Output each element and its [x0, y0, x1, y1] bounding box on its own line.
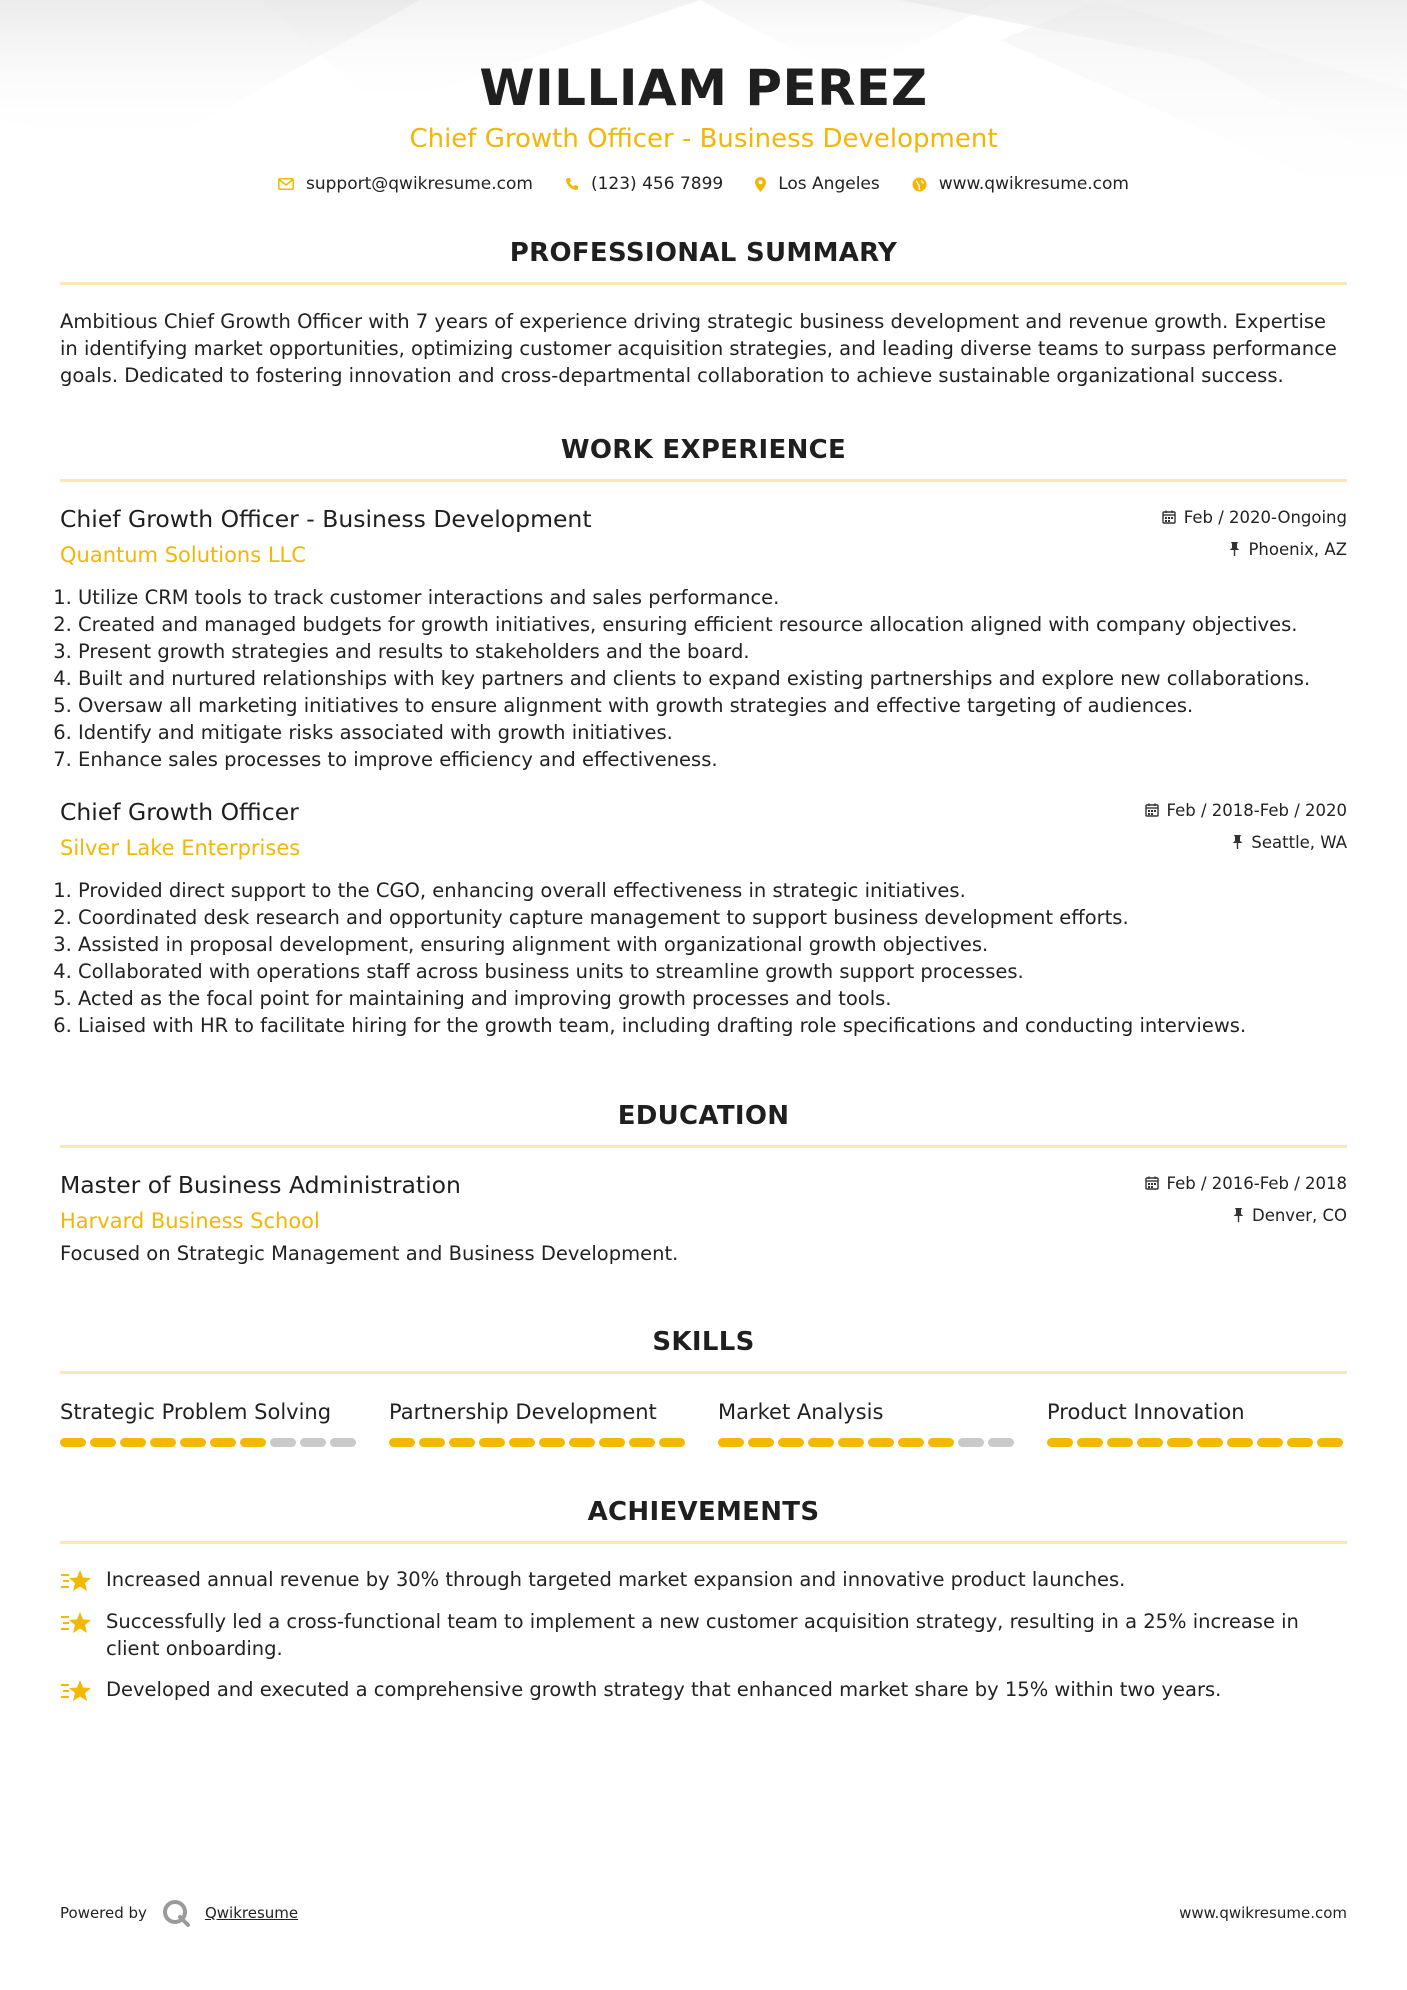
section-divider — [60, 1145, 1347, 1148]
education-heading: EDUCATION — [617, 1101, 790, 1131]
contact-bar — [60, 174, 1347, 194]
skill-dot-filled — [389, 1438, 415, 1447]
achievements-section — [60, 1497, 1347, 1704]
job-entry — [60, 797, 1347, 1039]
skill-dot-filled — [718, 1438, 744, 1447]
skill-item — [718, 1398, 1018, 1447]
skill-dot-filled — [539, 1438, 565, 1447]
section-divider — [60, 1371, 1347, 1374]
skill-dot-filled — [1287, 1438, 1313, 1447]
skill-dot-filled — [90, 1438, 116, 1447]
powered-by-label: Powered by — [60, 1904, 147, 1922]
envelope-icon — [278, 178, 294, 190]
contact-email[interactable] — [278, 174, 533, 194]
skill-name: Strategic Problem Solving — [60, 1400, 332, 1424]
skill-dot-filled — [748, 1438, 774, 1447]
skill-dot-filled — [210, 1438, 236, 1447]
skill-dot-filled — [419, 1438, 445, 1447]
job-title: Chief Growth Officer - Business Development — [60, 505, 592, 533]
skill-dot-filled — [1047, 1438, 1073, 1447]
job-dates: Feb / 2018-Feb / 2020 — [1166, 800, 1347, 820]
section-divider — [60, 479, 1347, 482]
calendar-icon — [1145, 1176, 1159, 1190]
job-entry — [60, 504, 1347, 773]
skill-dot-empty — [330, 1438, 356, 1447]
achievement-item — [60, 1566, 1347, 1594]
skill-item — [389, 1398, 689, 1447]
skill-dot-filled — [1107, 1438, 1133, 1447]
powered-by — [60, 1898, 298, 1928]
list-item: 7. Enhance sales processes to improve efficiency and effectiveness. — [78, 746, 1347, 773]
summary-section — [60, 238, 1347, 389]
education-location: Denver, CO — [1251, 1205, 1347, 1225]
location-pin-icon — [755, 177, 766, 192]
education-dates: Feb / 2016-Feb / 2018 — [1166, 1173, 1347, 1193]
skill-dot-filled — [808, 1438, 834, 1447]
star-icon — [60, 1568, 92, 1594]
skill-rating — [1047, 1438, 1347, 1447]
achievement-item — [60, 1676, 1347, 1704]
skill-dot-filled — [868, 1438, 894, 1447]
contact-phone[interactable] — [565, 174, 723, 194]
skill-dot-filled — [659, 1438, 685, 1447]
skill-rating — [60, 1438, 360, 1447]
skill-dot-filled — [629, 1438, 655, 1447]
skill-name: Market Analysis — [718, 1400, 884, 1424]
job-title: Chief Growth Officer — [60, 798, 299, 826]
skill-dot-filled — [150, 1438, 176, 1447]
skill-dot-filled — [1197, 1438, 1223, 1447]
job-meta — [1162, 504, 1347, 562]
achievement-text: Developed and executed a comprehensive growth strategy that enhanced market share by 15% within two years. — [106, 1678, 1222, 1701]
contact-location-text: Los Angeles — [778, 174, 880, 194]
contact-website[interactable] — [912, 174, 1129, 194]
candidate-title: Chief Growth Officer - Business Development — [409, 124, 998, 154]
list-item: 1. Utilize CRM tools to track customer interactions and sales performance. — [78, 584, 1347, 611]
list-item: 6. Liaised with HR to facilitate hiring for the growth team, including drafting role specifications and conducting interviews. — [78, 1012, 1347, 1039]
skill-rating — [389, 1438, 689, 1447]
pushpin-icon — [1229, 542, 1240, 556]
skills-list — [60, 1398, 1347, 1447]
achievement-item — [60, 1608, 1347, 1662]
skill-item — [60, 1398, 360, 1447]
job-location: Seattle, WA — [1251, 832, 1347, 852]
section-divider — [60, 1541, 1347, 1544]
degree-title: Master of Business Administration — [60, 1171, 461, 1199]
contact-phone-text: (123) 456 7899 — [590, 174, 724, 194]
summary-text: Ambitious Chief Growth Officer with 7 years of experience driving strategic business development and revenue growth. Expertise in identifying market opportunities, optimizing customer acquisition strategies, and leading diverse teams to surpass performance goals. Dedicated to fostering innovation and cross-departmental collaboration to achieve sustainable organizational success. — [60, 310, 1337, 387]
job-company: Silver Lake Enterprises — [60, 836, 301, 860]
skill-name: Product Innovation — [1047, 1400, 1245, 1424]
skill-dot-filled — [1227, 1438, 1253, 1447]
school-name: Harvard Business School — [60, 1209, 320, 1233]
list-item: 6. Identify and mitigate risks associated with growth initiatives. — [78, 719, 1347, 746]
experience-section — [60, 435, 1347, 1039]
education-description: Focused on Strategic Management and Business Development. — [60, 1242, 679, 1265]
education-section — [60, 1101, 1347, 1267]
page-footer — [60, 1898, 1347, 1928]
job-dates: Feb / 2020-Ongoing — [1183, 507, 1347, 527]
education-entry — [60, 1170, 1347, 1267]
skill-dot-empty — [300, 1438, 326, 1447]
skill-dot-filled — [180, 1438, 206, 1447]
skill-dot-filled — [449, 1438, 475, 1447]
qwikresume-logo-icon — [161, 1898, 191, 1928]
list-item: 3. Assisted in proposal development, ensuring alignment with organizational growth objectives. — [78, 931, 1347, 958]
skill-dot-filled — [1167, 1438, 1193, 1447]
globe-icon — [912, 177, 927, 192]
skill-dot-filled — [120, 1438, 146, 1447]
experience-heading: WORK EXPERIENCE — [560, 435, 847, 465]
skill-dot-filled — [1317, 1438, 1343, 1447]
pushpin-icon — [1232, 835, 1243, 849]
skill-dot-filled — [928, 1438, 954, 1447]
list-item: 5. Oversaw all marketing initiatives to ensure alignment with growth strategies and effective targeting of audiences. — [78, 692, 1347, 719]
education-meta — [1145, 1170, 1347, 1228]
calendar-icon — [1162, 510, 1176, 524]
resume-header — [60, 0, 1347, 194]
job-bullets — [60, 877, 1347, 1039]
skill-name: Partnership Development — [389, 1400, 657, 1424]
list-item: 5. Acted as the focal point for maintaining and improving growth processes and tools. — [78, 985, 1347, 1012]
job-header — [60, 797, 1347, 863]
phone-icon — [565, 177, 579, 191]
achievement-text: Increased annual revenue by 30% through targeted market expansion and innovative product launches. — [106, 1568, 1126, 1591]
contact-email-text: support@qwikresume.com — [306, 174, 533, 194]
list-item: 1. Provided direct support to the CGO, enhancing overall effectiveness in strategic initiatives. — [78, 877, 1347, 904]
list-item: 4. Collaborated with operations staff across business units to streamline growth support processes. — [78, 958, 1347, 985]
list-item: 4. Built and nurtured relationships with key partners and clients to expand existing partnerships and explore new collaborations. — [78, 665, 1347, 692]
education-header — [60, 1170, 1347, 1236]
list-item: 3. Present growth strategies and results to stakeholders and the board. — [78, 638, 1347, 665]
skill-dot-filled — [569, 1438, 595, 1447]
skill-dot-filled — [60, 1438, 86, 1447]
skill-dot-filled — [599, 1438, 625, 1447]
skill-dot-filled — [1257, 1438, 1283, 1447]
job-bullets — [60, 584, 1347, 773]
contact-location — [755, 174, 880, 194]
job-location: Phoenix, AZ — [1248, 539, 1347, 559]
skill-dot-filled — [838, 1438, 864, 1447]
skill-dot-empty — [270, 1438, 296, 1447]
skill-dot-empty — [958, 1438, 984, 1447]
footer-url[interactable]: www.qwikresume.com — [1179, 1904, 1347, 1922]
pushpin-icon — [1233, 1208, 1244, 1222]
brand-link[interactable]: Qwikresume — [204, 1904, 299, 1922]
list-item: 2. Coordinated desk research and opportunity capture management to support business development efforts. — [78, 904, 1347, 931]
achievements-list — [60, 1566, 1347, 1704]
contact-website-text: www.qwikresume.com — [938, 174, 1129, 194]
star-icon — [60, 1610, 92, 1636]
job-header — [60, 504, 1347, 570]
skill-dot-filled — [240, 1438, 266, 1447]
candidate-name: WILLIAM PEREZ — [479, 59, 928, 117]
achievements-heading: ACHIEVEMENTS — [587, 1497, 820, 1527]
skill-item — [1047, 1398, 1347, 1447]
summary-heading: PROFESSIONAL SUMMARY — [509, 238, 898, 268]
calendar-icon — [1145, 803, 1159, 817]
skill-dot-filled — [1137, 1438, 1163, 1447]
skill-dot-empty — [988, 1438, 1014, 1447]
skills-heading: SKILLS — [652, 1327, 755, 1357]
skill-dot-filled — [509, 1438, 535, 1447]
skill-rating — [718, 1438, 1018, 1447]
skills-section — [60, 1327, 1347, 1447]
job-company: Quantum Solutions LLC — [60, 543, 306, 567]
job-meta — [1145, 797, 1347, 855]
star-icon — [60, 1678, 92, 1704]
skill-dot-filled — [479, 1438, 505, 1447]
list-item: 2. Created and managed budgets for growth initiatives, ensuring efficient resource allocation aligned with company objectives. — [78, 611, 1347, 638]
skill-dot-filled — [1077, 1438, 1103, 1447]
section-divider — [60, 282, 1347, 285]
skill-dot-filled — [898, 1438, 924, 1447]
skill-dot-filled — [778, 1438, 804, 1447]
achievement-text: Successfully led a cross-functional team to implement a new customer acquisition strategy, resulting in a 25% increase in client onboarding. — [106, 1610, 1299, 1660]
